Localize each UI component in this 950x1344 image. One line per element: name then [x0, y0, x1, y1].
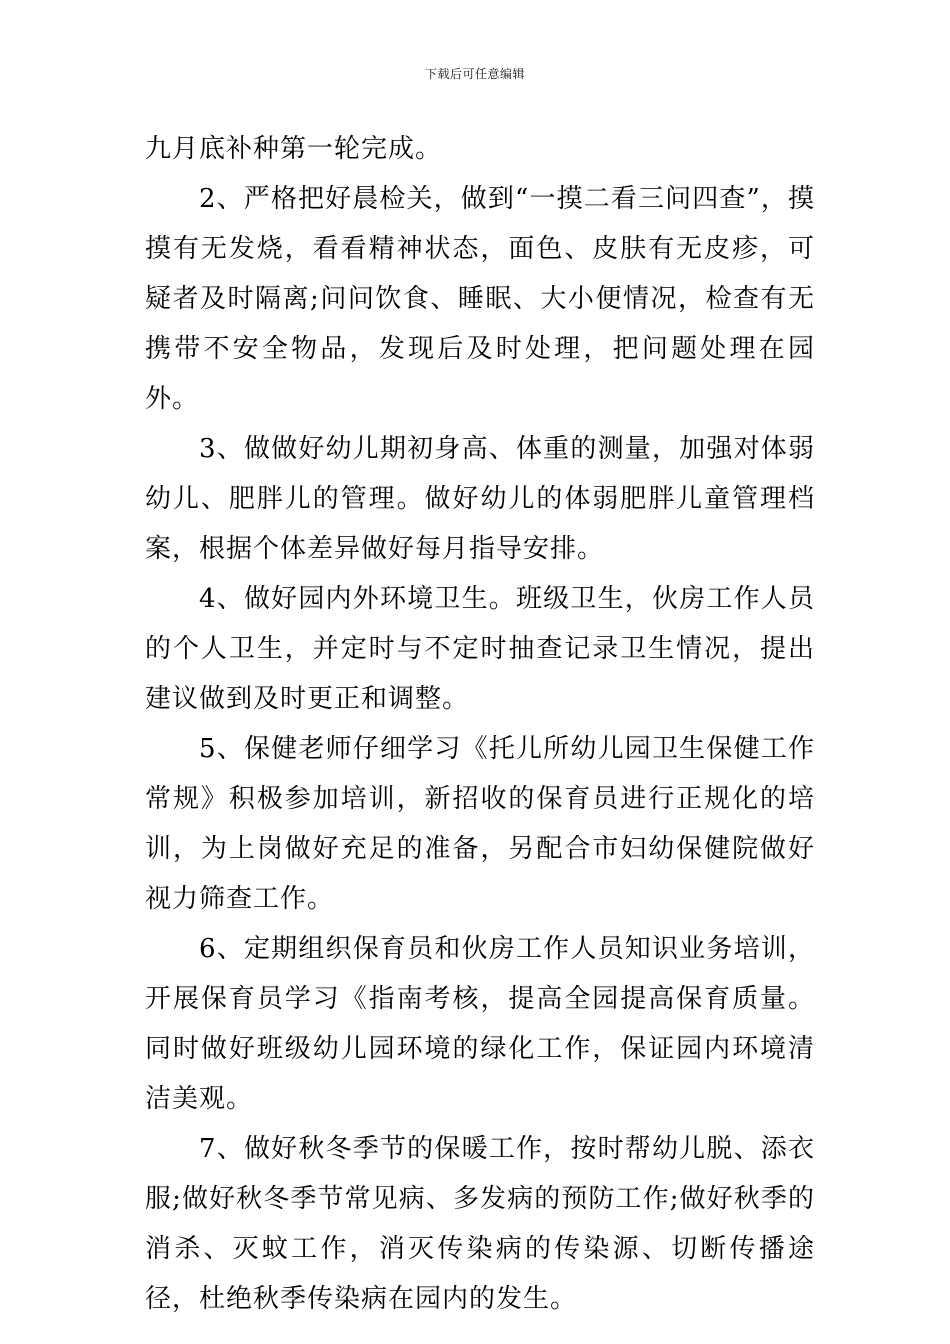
page-header: 下载后可任意编辑	[424, 67, 525, 81]
document-body	[145, 124, 815, 1324]
paragraph-continuation: 九月底补种第一轮完成。	[145, 134, 443, 164]
paragraph-item-3: 3、做做好幼儿期初身高、体重的测量，加强对体弱幼儿、肥胖儿的管理。做好幼儿的体弱肥胖儿童管理档案，根据个体差异做好每月指导安排。	[145, 434, 815, 564]
paragraph-item-4: 4、做好园内外环境卫生。班级卫生，伙房工作人员的个人卫生，并定时与不定时抽查记录卫生情况，提出建议做到及时更正和调整。	[145, 584, 815, 714]
paragraph-item-7: 7、做好秋冬季节的保暖工作，按时帮幼儿脱、添衣服;做好秋冬季节常见病、多发病的预防工作;做好秋季的消杀、灭蚊工作，消灭传染病的传染源、切断传播途径，杜绝秋季传染病在园内的发生。	[145, 1134, 815, 1314]
paragraph-item-6: 6、定期组织保育员和伙房工作人员知识业务培训，开展保育员学习《指南考核，提高全园提高保育质量。同时做好班级幼儿园环境的绿化工作，保证园内环境清洁美观。	[145, 934, 815, 1114]
paragraph-item-2: 2、严格把好晨检关，做到“一摸二看三问四查”，摸摸有无发烧，看看精神状态，面色、皮肤有无皮疹，可疑者及时隔离;问问饮食、睡眠、大小便情况，检查有无携带不安全物品，发现后及时处理，把问题处理在园外。	[145, 184, 815, 414]
paragraph-item-5: 5、保健老师仔细学习《托儿所幼儿园卫生保健工作常规》积极参加培训，新招收的保育员进行正规化的培训，为上岗做好充足的准备，另配合市妇幼保健院做好视力筛查工作。	[145, 734, 815, 914]
